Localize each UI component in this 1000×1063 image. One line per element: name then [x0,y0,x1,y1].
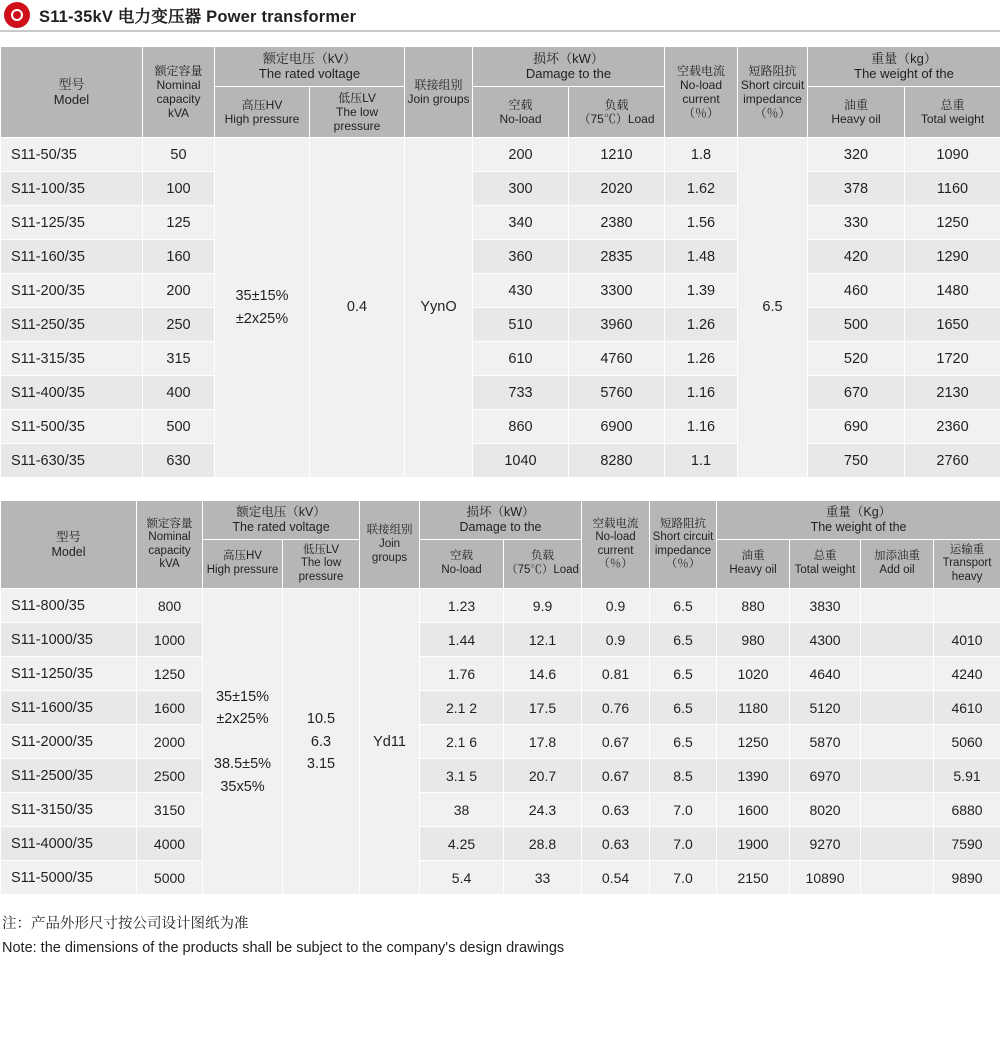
cell-model: S11-125/35 [1,206,143,240]
cell-no-load-loss: 1.23 [420,589,504,623]
cell-heavy-oil: 420 [808,240,905,274]
cell-no-load-current: 1.62 [665,172,738,206]
table-body [1,589,1000,895]
footnote-cn: 注：产品外形尺寸按公司设计图纸为准 [2,916,249,933]
cell-load-loss: 20.7 [504,759,582,793]
cell-model: S11-800/35 [1,589,137,623]
cell-model: S11-5000/35 [1,861,137,895]
document-header [0,0,1000,32]
table-row [1,206,1000,240]
cell-model: S11-1000/35 [1,623,137,657]
cell-load-loss: 2020 [569,172,665,206]
cell-add-oil [861,725,934,759]
header-model: 型号 Model [1,47,143,138]
cell-total-weight: 1090 [905,138,1000,172]
cell-nominal-capacity: 2500 [137,759,203,793]
cell-nominal-capacity: 200 [143,274,215,308]
cell-no-load-loss: 4.25 [420,827,504,861]
header-join-groups: 联接组别 Join groups [405,47,473,138]
cell-total-weight: 1650 [905,308,1000,342]
cell-transport-heavy: 9890 [934,861,1000,895]
cell-total-weight: 5870 [790,725,861,759]
cell-no-load-current: 1.26 [665,308,738,342]
spec-table-large-capacity [0,500,1000,895]
cell-heavy-oil: 1180 [717,691,790,725]
cell-heavy-oil: 2150 [717,861,790,895]
table-row [1,138,1000,172]
cell-heavy-oil: 1250 [717,725,790,759]
table-header [1,501,1000,589]
cell-no-load-current: 0.67 [582,725,650,759]
cell-heavy-oil: 500 [808,308,905,342]
cell-no-load-current: 1.39 [665,274,738,308]
cell-model: S11-2500/35 [1,759,137,793]
cell-no-load-current: 1.56 [665,206,738,240]
cell-load-loss: 12.1 [504,623,582,657]
header-load-loss: 负载 （75℃）Load [569,86,665,137]
cell-heavy-oil: 330 [808,206,905,240]
header-weight: 重量（Kg） The weight of the [717,501,1000,540]
header-short-circuit-impedance: 短路阻抗 Short circuit impedance （％） [650,501,717,589]
page-title: S11-35kV 电力变压器 Power transformer [39,8,357,26]
header-hv: 高压HV High pressure [203,539,283,589]
cell-nominal-capacity: 3150 [137,793,203,827]
cell-total-weight: 3830 [790,589,861,623]
cell-nominal-capacity: 100 [143,172,215,206]
spec-table-small-capacity [0,46,1000,478]
cell-load-loss: 8280 [569,444,665,478]
cell-heavy-oil: 1020 [717,657,790,691]
cell-total-weight: 8020 [790,793,861,827]
table-row [1,793,1000,827]
cell-short-circuit-impedance: 6.5 [650,725,717,759]
cell-total-weight: 10890 [790,861,861,895]
cell-transport-heavy: 4240 [934,657,1000,691]
cell-nominal-capacity: 250 [143,308,215,342]
table-row [1,444,1000,478]
cell-nominal-capacity: 50 [143,138,215,172]
header-no-load-current: 空载电流 No-load current （％） [582,501,650,589]
header-nominal-capacity: 额定容量 Nominal capacity kVA [137,501,203,589]
cell-nominal-capacity: 2000 [137,725,203,759]
cell-nominal-capacity: 800 [137,589,203,623]
cell-total-weight: 4300 [790,623,861,657]
cell-model: S11-1600/35 [1,691,137,725]
header-heavy-oil: 油重 Heavy oil [808,86,905,137]
cell-add-oil [861,691,934,725]
cell-transport-heavy: 7590 [934,827,1000,861]
logo-inner-ring-icon [11,9,23,21]
cell-total-weight: 1250 [905,206,1000,240]
cell-no-load-loss: 1040 [473,444,569,478]
cell-total-weight: 4640 [790,657,861,691]
cell-no-load-loss: 38 [420,793,504,827]
table-row [1,759,1000,793]
cell-total-weight: 6970 [790,759,861,793]
cell-no-load-loss: 510 [473,308,569,342]
cell-heavy-oil: 750 [808,444,905,478]
cell-no-load-current: 0.63 [582,827,650,861]
header-total-weight: 总重 Total weight [790,539,861,589]
cell-load-loss: 6900 [569,410,665,444]
cell-no-load-loss: 1.44 [420,623,504,657]
cell-total-weight: 1160 [905,172,1000,206]
cell-transport-heavy: 4610 [934,691,1000,725]
cell-nominal-capacity: 500 [143,410,215,444]
cell-total-weight: 2360 [905,410,1000,444]
header-damage: 损坏（kW） Damage to the [420,501,582,540]
table-row [1,725,1000,759]
cell-total-weight: 2760 [905,444,1000,478]
header-transport-heavy: 运输重 Transport heavy [934,539,1000,589]
cell-model: S11-315/35 [1,342,143,376]
cell-heavy-oil: 520 [808,342,905,376]
cell-short-circuit-impedance: 6.5 [650,623,717,657]
cell-load-loss: 17.8 [504,725,582,759]
cell-model: S11-3150/35 [1,793,137,827]
cell-no-load-loss: 2.1 6 [420,725,504,759]
cell-no-load-loss: 610 [473,342,569,376]
cell-nominal-capacity: 5000 [137,861,203,895]
cell-add-oil [861,589,934,623]
cell-nominal-capacity: 400 [143,376,215,410]
cell-short-circuit-impedance: 6.5 [738,138,808,478]
header-model: 型号 Model [1,501,137,589]
cell-model: S11-250/35 [1,308,143,342]
cell-no-load-current: 1.8 [665,138,738,172]
header-load-loss: 负载 （75℃）Load [504,539,582,589]
cell-heavy-oil: 670 [808,376,905,410]
cell-heavy-oil: 1900 [717,827,790,861]
cell-no-load-current: 0.54 [582,861,650,895]
cell-total-weight: 1720 [905,342,1000,376]
cell-no-load-loss: 733 [473,376,569,410]
cell-nominal-capacity: 1000 [137,623,203,657]
cell-add-oil [861,827,934,861]
cell-model: S11-100/35 [1,172,143,206]
cell-hv: 35±15% ±2x25% [215,138,310,478]
cell-no-load-current: 1.1 [665,444,738,478]
cell-no-load-current: 0.76 [582,691,650,725]
header-no-load-loss: 空载 No-load [420,539,504,589]
cell-nominal-capacity: 125 [143,206,215,240]
cell-transport-heavy: 4010 [934,623,1000,657]
table-header [1,47,1000,138]
cell-add-oil [861,623,934,657]
cell-heavy-oil: 1390 [717,759,790,793]
cell-nominal-capacity: 1250 [137,657,203,691]
table-row [1,410,1000,444]
cell-model: S11-2000/35 [1,725,137,759]
cell-nominal-capacity: 4000 [137,827,203,861]
cell-total-weight: 1480 [905,274,1000,308]
cell-load-loss: 4760 [569,342,665,376]
header-short-circuit-impedance: 短路阻抗 Short circuit impedance （％） [738,47,808,138]
cell-hv: 35±15% ±2x25% 38.5±5% 35x5% [203,589,283,895]
header-add-oil: 加添油重 Add oil [861,539,934,589]
cell-heavy-oil: 320 [808,138,905,172]
table-row [1,657,1000,691]
cell-no-load-current: 1.48 [665,240,738,274]
header-damage: 损坏（kW） Damage to the [473,47,665,87]
cell-short-circuit-impedance: 6.5 [650,691,717,725]
cell-short-circuit-impedance: 8.5 [650,759,717,793]
cell-heavy-oil: 880 [717,589,790,623]
cell-total-weight: 2130 [905,376,1000,410]
cell-model: S11-1250/35 [1,657,137,691]
header-heavy-oil: 油重 Heavy oil [717,539,790,589]
cell-model: S11-400/35 [1,376,143,410]
cell-transport-heavy: 5.91 [934,759,1000,793]
table-spacer [0,478,1000,500]
header-lv: 低压LV The low pressure [310,86,405,137]
cell-model: S11-500/35 [1,410,143,444]
cell-load-loss: 24.3 [504,793,582,827]
cell-no-load-loss: 360 [473,240,569,274]
cell-model: S11-200/35 [1,274,143,308]
table-row [1,861,1000,895]
cell-no-load-loss: 300 [473,172,569,206]
cell-add-oil [861,759,934,793]
header-weight: 重量（kg） The weight of the [808,47,1000,87]
cell-add-oil [861,657,934,691]
cell-no-load-loss: 5.4 [420,861,504,895]
table-body [1,138,1000,478]
table-row [1,308,1000,342]
cell-model: S11-4000/35 [1,827,137,861]
cell-heavy-oil: 460 [808,274,905,308]
cell-model: S11-50/35 [1,138,143,172]
table-row [1,240,1000,274]
header-hv: 高压HV High pressure [215,86,310,137]
footnote [0,913,1000,961]
cell-model: S11-630/35 [1,444,143,478]
cell-lv: 0.4 [310,138,405,478]
cell-no-load-loss: 1.76 [420,657,504,691]
cell-load-loss: 17.5 [504,691,582,725]
cell-no-load-loss: 200 [473,138,569,172]
cell-no-load-current: 0.81 [582,657,650,691]
cell-join-groups: YynO [405,138,473,478]
cell-load-loss: 2835 [569,240,665,274]
header-no-load-current: 空载电流 No-load current （％） [665,47,738,138]
cell-add-oil [861,861,934,895]
header-rated-voltage: 额定电压（kV） The rated voltage [215,47,405,87]
cell-no-load-loss: 340 [473,206,569,240]
cell-load-loss: 9.9 [504,589,582,623]
header-rated-voltage: 额定电压（kV） The rated voltage [203,501,360,540]
cell-no-load-loss: 430 [473,274,569,308]
cell-no-load-current: 0.9 [582,623,650,657]
red-circle-logo-icon [4,2,30,28]
cell-add-oil [861,793,934,827]
cell-no-load-current: 0.63 [582,793,650,827]
table-row [1,691,1000,725]
cell-load-loss: 28.8 [504,827,582,861]
cell-load-loss: 33 [504,861,582,895]
cell-no-load-current: 1.16 [665,410,738,444]
cell-nominal-capacity: 160 [143,240,215,274]
header-total-weight: 总重 Total weight [905,86,1000,137]
table-row [1,827,1000,861]
header-join-groups: 联接组别 Join groups [360,501,420,589]
header-no-load-loss: 空载 No-load [473,86,569,137]
cell-no-load-current: 0.9 [582,589,650,623]
cell-nominal-capacity: 315 [143,342,215,376]
cell-transport-heavy: 5060 [934,725,1000,759]
cell-load-loss: 2380 [569,206,665,240]
cell-no-load-loss: 860 [473,410,569,444]
cell-total-weight: 5120 [790,691,861,725]
header-nominal-capacity: 额定容量 Nominal capacity kVA [143,47,215,138]
cell-nominal-capacity: 630 [143,444,215,478]
table-row [1,589,1000,623]
cell-no-load-loss: 3.1 5 [420,759,504,793]
cell-join-groups: Yd11 [360,589,420,895]
header-lv: 低压LV The low pressure [283,539,360,589]
cell-load-loss: 3300 [569,274,665,308]
cell-load-loss: 14.6 [504,657,582,691]
cell-total-weight: 1290 [905,240,1000,274]
cell-heavy-oil: 378 [808,172,905,206]
table-row [1,623,1000,657]
cell-short-circuit-impedance: 7.0 [650,861,717,895]
cell-no-load-current: 0.67 [582,759,650,793]
cell-load-loss: 1210 [569,138,665,172]
cell-short-circuit-impedance: 7.0 [650,827,717,861]
cell-transport-heavy: 6880 [934,793,1000,827]
cell-heavy-oil: 1600 [717,793,790,827]
cell-no-load-current: 1.16 [665,376,738,410]
cell-load-loss: 5760 [569,376,665,410]
footnote-en: Note: the dimensions of the products shall be subject to the company's design drawings [2,940,565,957]
cell-nominal-capacity: 1600 [137,691,203,725]
cell-heavy-oil: 980 [717,623,790,657]
cell-no-load-loss: 2.1 2 [420,691,504,725]
table-row [1,172,1000,206]
cell-heavy-oil: 690 [808,410,905,444]
table-row [1,342,1000,376]
cell-short-circuit-impedance: 6.5 [650,589,717,623]
cell-short-circuit-impedance: 7.0 [650,793,717,827]
cell-total-weight: 9270 [790,827,861,861]
cell-short-circuit-impedance: 6.5 [650,657,717,691]
table-row [1,274,1000,308]
cell-load-loss: 3960 [569,308,665,342]
cell-model: S11-160/35 [1,240,143,274]
table-row [1,376,1000,410]
cell-transport-heavy [934,589,1000,623]
cell-no-load-current: 1.26 [665,342,738,376]
cell-lv: 10.5 6.3 3.15 [283,589,360,895]
